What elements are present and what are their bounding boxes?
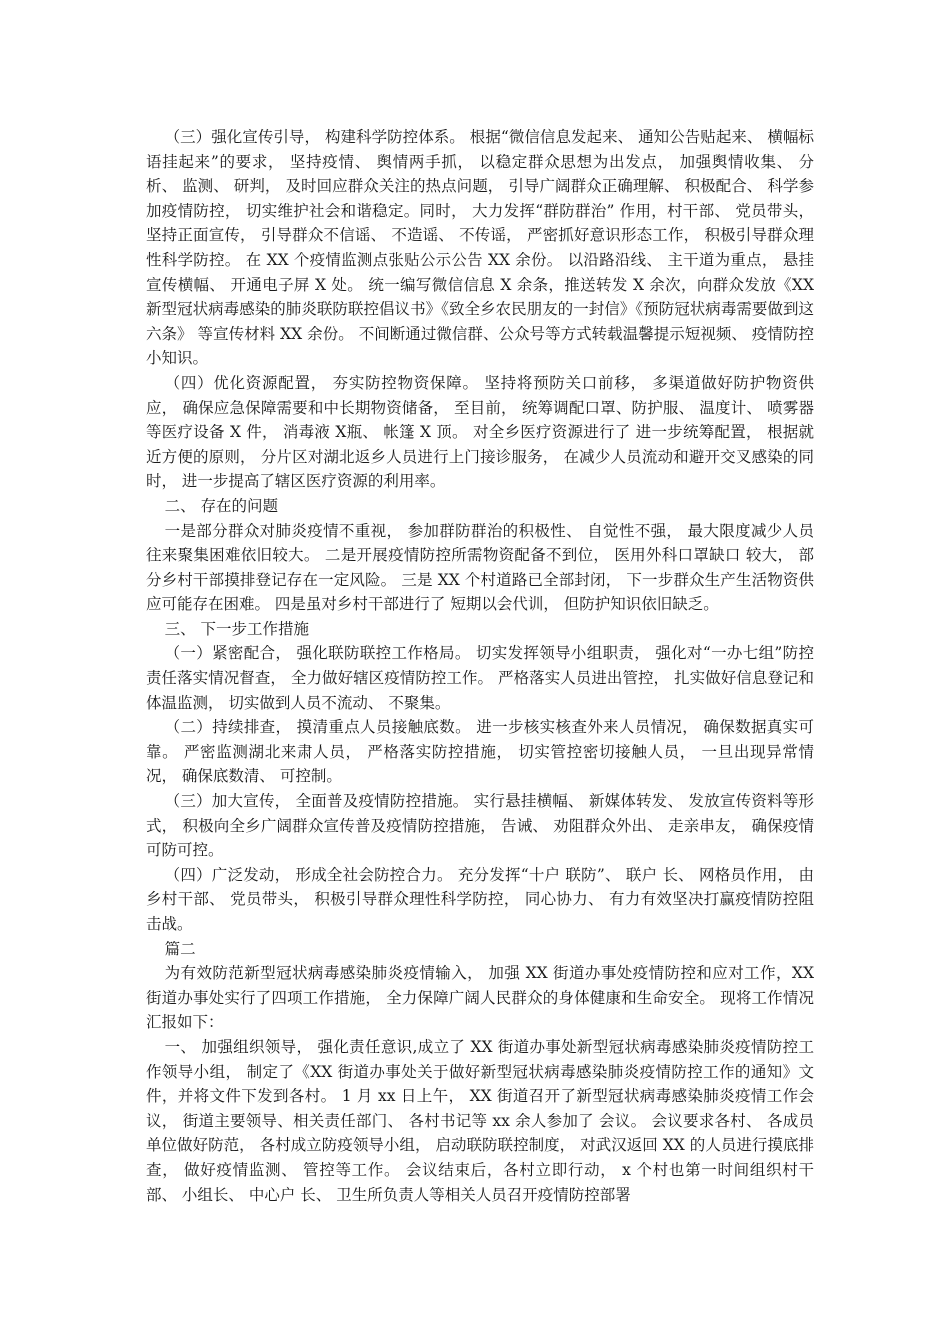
paragraph-publicity: （三）强化宣传引导， 构建科学防控体系。 根据“微信信息发起来、 通知公告贴起来、 横幅标语挂起来”的要求， 坚持疫情、 舆情两手抓， 以稳定群众思想为出发点， 加强舆情收集、 分析、 监测、 研判， 及时回应群众关注的热点问题， 引导广阔群众正确理解、 积极配合、 科学参加疫情防控， 切实维护社会和谐稳定。同时， 大力发挥“群防群治” 作用，村干部、 党员带头， 坚持正面宣传， 引导群众不信谣、 不造谣、 不传谣， 严密抓好意识形态工作， 积极引导群众理性科学防控。 在 XX 个疫情监测点张贴公示公告 XX 余份。 以沿路沿线、 主干道为重点， 悬挂宣传横幅、 开通电子屏 X 处。 统一编写微信信息 X 余条，推送转发 X 余次，向群众发放《XX 新型冠状病毒感染的肺炎联防联控倡议书》《致全乡农民朋友的一封信》《预防冠状病毒需要做到这六条》 等宣传材料 XX 余份。 不间断通过微信群、公众号等方式转载温馨提示短视频、 疫情防控小知识。 bbox=[146, 128, 814, 368]
paragraph-measure-1: （一）紧密配合， 强化联防联控工作格局。 切实发挥领导小组职责， 强化对“一办七组”防控责任落实情况督查， 全力做好辖区疫情防控工作。 严格落实人员进出管控， 扎实做好信息登记和体温监测， 切实做到人员不流动、 不聚集。 bbox=[146, 644, 814, 712]
paragraph-measure-4: （四）广泛发动， 形成全社会防控合力。 充分发挥“十户 联防”、 联户 长、 网格员作用， 由乡村干部、 党员带头， 积极引导群众理性科学防控， 同心协力、 有力有效坚决打赢疫情防控阻击战。 bbox=[146, 865, 814, 933]
document-body bbox=[146, 125, 814, 1207]
paragraph-problems: 一是部分群众对肺炎疫情不重视， 参加群防群治的积极性、 自觉性不强， 最大限度减少人员往来聚集困难依旧较大。 二是开展疫情防控所需物资配备不到位， 医用外科口罩缺口 较大， 部分乡村干部摸排登记存在一定风险。 三是 XX 个村道路已全部封闭， 下一步群众生产生活物资供应可能存在困难。 四是虽对乡村干部进行了 短期以会代训， 但防护知识依旧缺乏。 bbox=[146, 521, 814, 614]
paragraph-intro: 为有效防范新型冠状病毒感染肺炎疫情输入， 加强 XX 街道办事处疫情防控和应对工作，XX 街道办事处实行了四项工作措施， 全力保障广阔人民群众的身体健康和生命安全。 现将工作情况汇报如下： bbox=[146, 964, 814, 1032]
paragraph-measure-3: （三）加大宣传， 全面普及疫情防控措施。 实行悬挂横幅、 新媒体转发、 发放宣传资料等形式， 积极向全乡广阔群众宣传普及疫情防控措施， 告诫、 劝阻群众外出、 走亲串友， 确保疫情可防可控。 bbox=[146, 792, 814, 860]
section-heading-part-two: 篇二 bbox=[164, 939, 196, 958]
section-heading-problems: 二、 存在的问题 bbox=[164, 496, 279, 515]
paragraph-resources: （四）优化资源配置， 夯实防控物资保障。 坚持将预防关口前移， 多渠道做好防护物资供应， 确保应急保障需要和中长期物资储备， 至目前， 统筹调配口罩、防护服、 温度计、 喷雾器等医疗设备 X 件， 消毒液 X瓶、 帐篷 X 顶。 对全乡医疗资源进行了 进一步统筹配置， 根据就近方便的原则， 分片区对湖北返乡人员进行上门接诊服务， 在减少人员流动和避开交叉感染的同时， 进一步提高了辖区医疗资源的利用率。 bbox=[146, 373, 814, 491]
paragraph-organization: 一、 加强组织领导， 强化责任意识,成立了 XX 街道办事处新型冠状病毒感染肺炎疫情防控工作领导小组， 制定了《XX 街道办事处关于做好新型冠状病毒感染肺炎疫情防控工作的通知》文件，并将文件下发到各村。 1 月 xx 日上午， XX 街道召开了新型冠状病毒感染肺炎疫情工作会议， 街道主要领导、相关责任部门、 各村书记等 xx 余人参加了 会议。 会议要求各村、 各成员单位做好防范， 各村成立防疫领导小组， 启动联防联控制度， 对武汉返回 XX 的人员进行摸底排查， 做好疫情监测、 管控等工作。 会议结束后，各村立即行动， x 个村也第一时间组织村干部、 小组长、 中心户 长、 卫生所负责人等相关人员召开疫情防控部署 bbox=[146, 1037, 814, 1204]
section-heading-next-steps: 三、 下一步工作措施 bbox=[164, 619, 310, 638]
paragraph-measure-2: （二）持续排查， 摸清重点人员接触底数。 进一步核实核查外来人员情况， 确保数据真实可靠。 严密监测湖北来肃人员， 严格落实防控措施， 切实管控密切接触人员， 一旦出现异常情况， 确保底数清、 可控制。 bbox=[146, 718, 814, 786]
